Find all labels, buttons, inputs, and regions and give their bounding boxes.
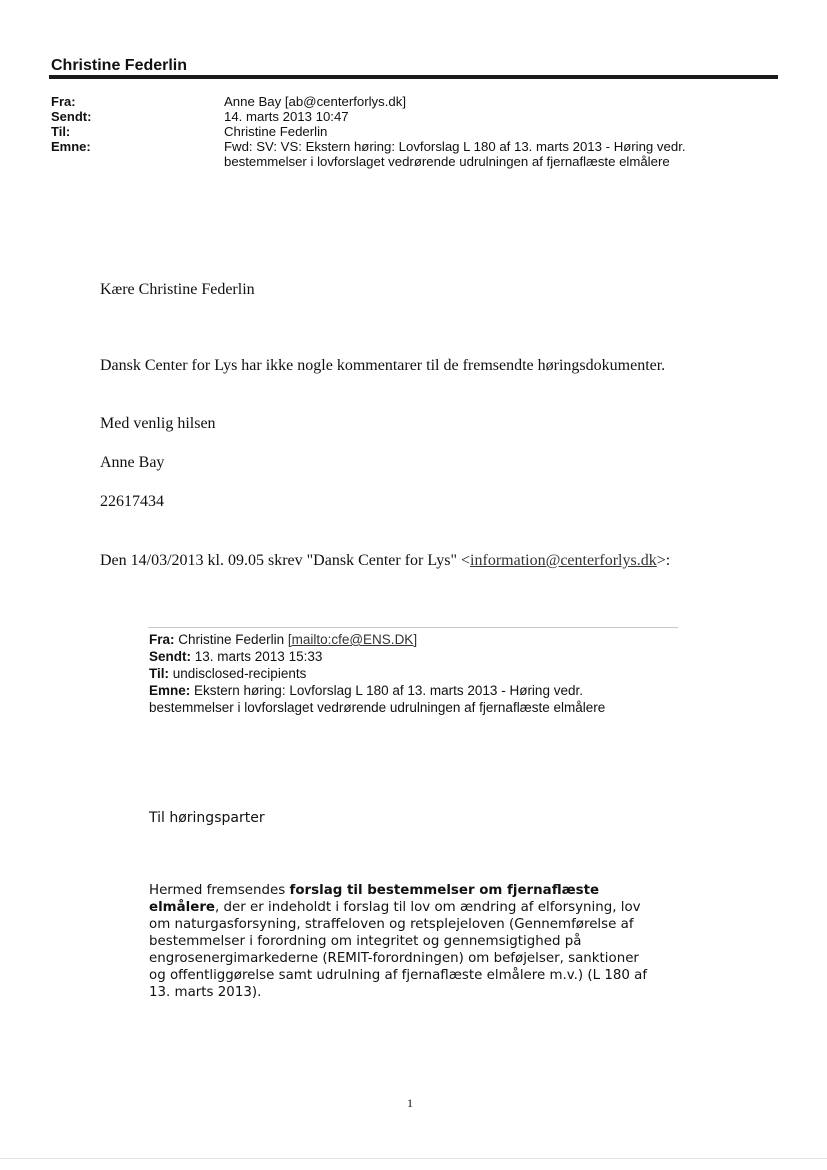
fwd-to-line xyxy=(149,666,306,682)
fwd-subject-value: Ekstern høring: Lovforslag L 180 af 13. marts 2013 - Høring vedr. xyxy=(194,683,583,698)
fwd-subject-line xyxy=(149,683,583,699)
fwd-to-label: Til: xyxy=(149,666,169,681)
fwd-sent-value: 13. marts 2013 15:33 xyxy=(194,649,323,664)
signature-name: Anne Bay xyxy=(100,454,165,471)
header-divider xyxy=(49,75,778,79)
fwd-para-bold-1: forslag til bestemmelser om fjernaflæste xyxy=(289,883,600,898)
fwd-paragraph-line-3: om naturgasforsyning, straffeloven og retsplejeloven (Gennemførelse af xyxy=(149,917,634,932)
subject-value: Fwd: SV: VS: Ekstern høring: Lovforslag L 180 af 13. marts 2013 - Høring vedr. xyxy=(224,139,686,154)
quote-intro-line xyxy=(100,552,670,570)
fwd-from-line xyxy=(149,632,417,648)
signature-phone: 22617434 xyxy=(100,493,164,510)
from-value: Anne Bay [ab@centerforlys.dk] xyxy=(224,94,406,109)
reply-message: Dansk Center for Lys har ikke nogle kommentarer til de fremsendte høringsdokumenter. xyxy=(100,357,666,374)
fwd-mailto-link[interactable]: [mailto:cfe@ENS.DK] xyxy=(287,632,418,647)
closing: Med venlig hilsen xyxy=(100,415,216,432)
sent-label: Sendt: xyxy=(51,109,92,124)
page-number: 1 xyxy=(407,1096,413,1110)
quote-intro-end: >: xyxy=(656,552,671,569)
fwd-paragraph-line-5: engrosenergimarkederne (REMIT-forordningen) om beføjelser, sanktioner xyxy=(149,951,639,966)
quote-intro-text: Den 14/03/2013 kl. 09.05 skrev "Dansk Center for Lys" < xyxy=(100,552,471,569)
fwd-para-text-2: , der er indeholdt i forslag til lov om ændring af elforsyning, lov xyxy=(215,900,641,915)
to-label: Til: xyxy=(51,124,71,139)
fwd-salutation: Til høringsparter xyxy=(149,810,265,826)
fwd-para-bold-2: elmålere xyxy=(149,900,216,915)
fwd-subject-label: Emne: xyxy=(149,683,191,698)
mailbox-owner-name: Christine Federlin xyxy=(51,57,188,74)
subject-value-continued: bestemmelser i lovforslaget vedrørende udrulningen af fjernaflæste elmålere xyxy=(224,154,670,169)
fwd-para-intro: Hermed fremsendes xyxy=(149,883,290,898)
from-label: Fra: xyxy=(51,94,76,109)
fwd-paragraph-line-4: bestemmelser i forordning om integritet og gennemsigtighed på xyxy=(149,934,582,949)
greeting: Kære Christine Federlin xyxy=(100,281,255,298)
fwd-paragraph-line-1 xyxy=(149,882,599,899)
fwd-paragraph-line-2 xyxy=(149,899,641,916)
fwd-paragraph-line-7: 13. marts 2013). xyxy=(149,985,262,1000)
fwd-paragraph-line-6: og offentliggørelse samt udrulning af fjernaflæste elmålere m.v.) (L 180 af xyxy=(149,968,648,983)
subject-label: Emne: xyxy=(51,139,91,154)
fwd-subject-continued: bestemmelser i lovforslaget vedrørende udrulningen af fjernaflæste elmålere xyxy=(149,700,606,715)
quote-email-link[interactable]: information@centerforlys.dk xyxy=(470,552,657,569)
fwd-sent-label: Sendt: xyxy=(149,649,191,664)
page-bottom-edge xyxy=(0,1158,827,1159)
to-value: Christine Federlin xyxy=(224,124,328,139)
fwd-to-value: undisclosed-recipients xyxy=(172,666,307,681)
fwd-from-label: Fra: xyxy=(149,632,175,647)
forwarded-divider xyxy=(148,627,678,628)
sent-value: 14. marts 2013 10:47 xyxy=(224,109,349,124)
fwd-sent-line xyxy=(149,649,322,665)
fwd-from-value: Christine Federlin xyxy=(178,632,288,647)
